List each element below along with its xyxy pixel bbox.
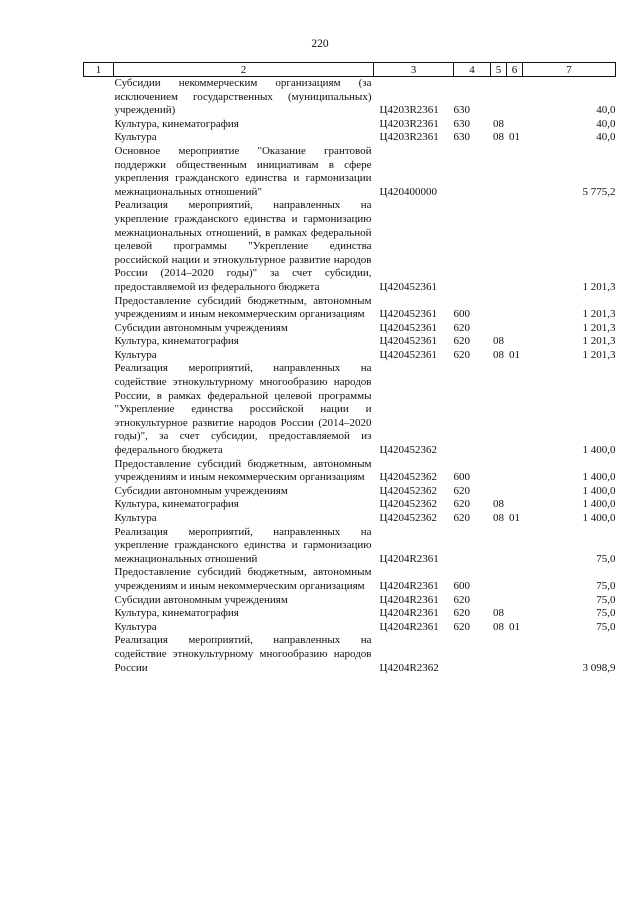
row-expense-type: 620 bbox=[453, 620, 470, 633]
row-subsection bbox=[507, 118, 523, 132]
row-code: Ц4204R2361 bbox=[379, 579, 439, 592]
row-number bbox=[84, 362, 114, 457]
row-name: Культура bbox=[114, 512, 157, 524]
row-number bbox=[84, 335, 114, 349]
row-number bbox=[84, 145, 114, 199]
row-code: Ц420452361 bbox=[379, 308, 437, 321]
row-subsection bbox=[507, 485, 523, 499]
table-row bbox=[84, 634, 616, 675]
row-amount: 1 201,3 bbox=[582, 280, 616, 293]
row-expense-type: 620 bbox=[453, 593, 470, 606]
row-section: 08 bbox=[493, 620, 504, 633]
row-expense-type bbox=[454, 526, 491, 567]
row-number bbox=[84, 295, 114, 322]
column-header-6: 6 bbox=[507, 63, 523, 77]
row-expense-type: 600 bbox=[453, 579, 470, 592]
row-amount: 1 201,3 bbox=[582, 308, 616, 321]
row-code: Ц420452362 bbox=[379, 512, 437, 524]
row-amount: 1 201,3 bbox=[582, 321, 616, 334]
row-amount: 75,0 bbox=[596, 607, 616, 620]
row-code: Ц420452361 bbox=[379, 321, 437, 334]
row-expense-type: 630 bbox=[453, 131, 470, 144]
row-subsection bbox=[507, 458, 523, 485]
row-expense-type: 620 bbox=[453, 484, 470, 497]
row-code: Ц420452361 bbox=[379, 348, 437, 361]
row-amount: 1 400,0 bbox=[582, 471, 616, 484]
row-amount: 75,0 bbox=[596, 593, 616, 606]
row-expense-type bbox=[454, 199, 491, 294]
table-row bbox=[84, 498, 616, 512]
column-header-5: 5 bbox=[491, 63, 507, 77]
page-number: 220 bbox=[311, 38, 329, 50]
row-number bbox=[84, 349, 114, 363]
row-amount: 1 201,3 bbox=[582, 335, 616, 348]
table-row bbox=[84, 295, 616, 322]
table-row bbox=[84, 131, 616, 145]
row-expense-type bbox=[454, 145, 491, 199]
row-code: Ц4204R2361 bbox=[379, 607, 439, 620]
table-row bbox=[84, 566, 616, 593]
row-section bbox=[491, 145, 507, 199]
row-section bbox=[491, 362, 507, 457]
table-row bbox=[84, 458, 616, 485]
row-section: 08 bbox=[493, 335, 504, 348]
row-expense-type: 620 bbox=[453, 321, 470, 334]
row-subsection bbox=[507, 362, 523, 457]
row-number bbox=[84, 594, 114, 608]
row-name: Культура bbox=[114, 620, 157, 633]
row-expense-type: 620 bbox=[453, 498, 470, 511]
row-subsection bbox=[507, 77, 523, 118]
row-section bbox=[491, 594, 507, 608]
row-amount: 75,0 bbox=[596, 620, 616, 633]
budget-table bbox=[83, 62, 616, 675]
row-code: Ц4204R2362 bbox=[379, 661, 439, 674]
row-amount: 1 400,0 bbox=[582, 484, 616, 497]
row-code: Ц420400000 bbox=[379, 185, 437, 198]
row-number bbox=[84, 199, 114, 294]
row-code: Ц4203R2361 bbox=[379, 131, 439, 144]
table-header-row bbox=[84, 63, 616, 77]
row-name: Предоставление субсидий бюджетным, автономным учреждениям и иным некоммерческим организациям bbox=[114, 294, 372, 321]
row-expense-type: 620 bbox=[453, 607, 470, 620]
row-section: 08 bbox=[493, 498, 504, 511]
row-code: Ц420452362 bbox=[379, 498, 437, 511]
row-section bbox=[491, 77, 507, 118]
row-name: Субсидии некоммерческим организациям (за исключением государственных (муниципальных) учреждений) bbox=[114, 77, 372, 117]
row-name: Реализация мероприятий, направленных на укрепление гражданского единства и гармонизацию межнациональных отношений, в рамках федеральной целевой программы "Укрепление единства российской нации и этнокультурное развитие народов России (2014–2020 годы)" за счет субсидии, предоставляемой из федерального бюджета bbox=[114, 199, 372, 293]
row-code: Ц420452362 bbox=[379, 444, 437, 457]
row-section: 08 bbox=[493, 512, 504, 524]
row-name: Реализация мероприятий, направленных на содействие этнокультурному многообразию народов России, в рамках федеральной целевой программы "Укрепление единства российской нации и этнокультурное развитие народов России (2014–2020 годы)", за счет субсидии, предоставляемой из федерального бюджета bbox=[114, 362, 372, 457]
row-name: Культура, кинематография bbox=[114, 335, 239, 348]
row-number bbox=[84, 498, 114, 512]
row-name: Субсидии автономным учреждениям bbox=[114, 321, 288, 334]
row-number bbox=[84, 77, 114, 118]
row-name: Предоставление субсидий бюджетным, автономным учреждениям и иным некоммерческим организациям bbox=[114, 457, 372, 484]
row-section bbox=[491, 458, 507, 485]
row-number bbox=[84, 322, 114, 336]
row-section bbox=[491, 295, 507, 322]
row-subsection bbox=[507, 145, 523, 199]
row-subsection: 01 bbox=[509, 348, 520, 361]
row-subsection: 01 bbox=[509, 131, 520, 144]
row-name: Культура, кинематография bbox=[114, 498, 239, 511]
row-name: Субсидии автономным учреждениям bbox=[114, 484, 288, 497]
row-number bbox=[84, 634, 114, 675]
row-name: Реализация мероприятий, направленных на содействие этнокультурному многообразию народов России bbox=[114, 634, 372, 674]
table-row bbox=[84, 77, 616, 118]
row-subsection bbox=[507, 295, 523, 322]
row-name: Культура bbox=[114, 131, 157, 144]
table-row bbox=[84, 145, 616, 199]
table-row bbox=[84, 526, 616, 567]
row-name: Реализация мероприятий, направленных на укрепление гражданского единства и гармонизацию межнациональных отношений bbox=[114, 525, 372, 565]
row-expense-type: 600 bbox=[453, 308, 470, 321]
table-body bbox=[84, 77, 616, 676]
row-subsection bbox=[507, 566, 523, 593]
row-expense-type: 620 bbox=[453, 348, 470, 361]
table-row bbox=[84, 322, 616, 336]
row-number bbox=[84, 458, 114, 485]
table-row bbox=[84, 362, 616, 457]
row-name: Культура, кинематография bbox=[114, 117, 239, 130]
table-row bbox=[84, 349, 616, 363]
row-section: 08 bbox=[493, 131, 504, 144]
table-row bbox=[84, 607, 616, 621]
row-name: Предоставление субсидий бюджетным, автономным учреждениям и иным некоммерческим организациям bbox=[114, 566, 372, 592]
row-section bbox=[491, 526, 507, 567]
row-section bbox=[491, 199, 507, 294]
row-number bbox=[84, 566, 114, 593]
row-code: Ц420452362 bbox=[379, 471, 437, 484]
row-expense-type: 620 bbox=[453, 335, 470, 348]
row-amount: 5 775,2 bbox=[582, 185, 616, 198]
row-subsection: 01 bbox=[509, 512, 520, 524]
row-subsection bbox=[507, 607, 523, 621]
row-section bbox=[491, 485, 507, 499]
row-subsection bbox=[507, 526, 523, 567]
row-amount: 3 098,9 bbox=[582, 661, 616, 674]
table-row bbox=[84, 118, 616, 132]
row-section: 08 bbox=[493, 117, 504, 130]
row-number bbox=[84, 512, 114, 526]
row-amount: 1 201,3 bbox=[582, 348, 616, 361]
row-subsection bbox=[507, 594, 523, 608]
row-code: Ц420452362 bbox=[379, 484, 437, 497]
row-subsection bbox=[507, 498, 523, 512]
row-name: Культура bbox=[114, 348, 157, 361]
row-expense-type: 620 bbox=[453, 512, 470, 524]
table-row bbox=[84, 621, 616, 635]
row-code: Ц4204R2361 bbox=[379, 620, 439, 633]
row-expense-type: 630 bbox=[453, 104, 470, 117]
row-number bbox=[84, 118, 114, 132]
row-amount: 1 400,0 bbox=[582, 512, 616, 524]
row-name: Основное мероприятие "Оказание грантовой поддержки общественным инициативам в сфере укрепления гражданского единства и гармонизации межнациональных отношений" bbox=[114, 144, 372, 198]
column-header-3: 3 bbox=[374, 63, 454, 77]
table-row bbox=[84, 485, 616, 499]
row-expense-type: 600 bbox=[453, 471, 470, 484]
row-code: Ц4203R2361 bbox=[379, 104, 439, 117]
row-code: Ц4203R2361 bbox=[379, 117, 439, 130]
table-row bbox=[84, 199, 616, 294]
row-section bbox=[491, 634, 507, 675]
table-row bbox=[84, 594, 616, 608]
row-subsection bbox=[507, 634, 523, 675]
row-expense-type bbox=[454, 362, 491, 457]
row-code: Ц4204R2361 bbox=[379, 552, 439, 565]
row-name: Культура, кинематография bbox=[114, 607, 239, 620]
row-amount: 75,0 bbox=[596, 579, 616, 592]
row-subsection: 01 bbox=[509, 620, 520, 633]
row-code: Ц420452361 bbox=[379, 280, 437, 293]
row-subsection bbox=[507, 335, 523, 349]
row-subsection bbox=[507, 199, 523, 294]
row-amount: 75,0 bbox=[596, 552, 616, 565]
row-subsection bbox=[507, 322, 523, 336]
row-amount: 40,0 bbox=[596, 117, 616, 130]
row-amount: 1 400,0 bbox=[582, 444, 616, 457]
column-header-2: 2 bbox=[114, 63, 374, 77]
row-number bbox=[84, 621, 114, 635]
row-section bbox=[491, 322, 507, 336]
row-code: Ц4204R2361 bbox=[379, 593, 439, 606]
row-section: 08 bbox=[493, 348, 504, 361]
row-section: 08 bbox=[493, 607, 504, 620]
table-row bbox=[84, 512, 616, 526]
row-amount: 40,0 bbox=[596, 104, 616, 117]
row-number bbox=[84, 485, 114, 499]
row-name: Субсидии автономным учреждениям bbox=[114, 593, 288, 606]
row-number bbox=[84, 131, 114, 145]
column-header-1: 1 bbox=[84, 63, 114, 77]
row-number bbox=[84, 607, 114, 621]
row-amount: 1 400,0 bbox=[582, 498, 616, 511]
row-section bbox=[491, 566, 507, 593]
column-header-4: 4 bbox=[454, 63, 491, 77]
row-amount: 40,0 bbox=[596, 131, 616, 144]
column-header-7: 7 bbox=[523, 63, 616, 77]
row-number bbox=[84, 526, 114, 567]
row-code: Ц420452361 bbox=[379, 335, 437, 348]
row-expense-type bbox=[454, 634, 491, 675]
table-row bbox=[84, 335, 616, 349]
row-expense-type: 630 bbox=[453, 117, 470, 130]
